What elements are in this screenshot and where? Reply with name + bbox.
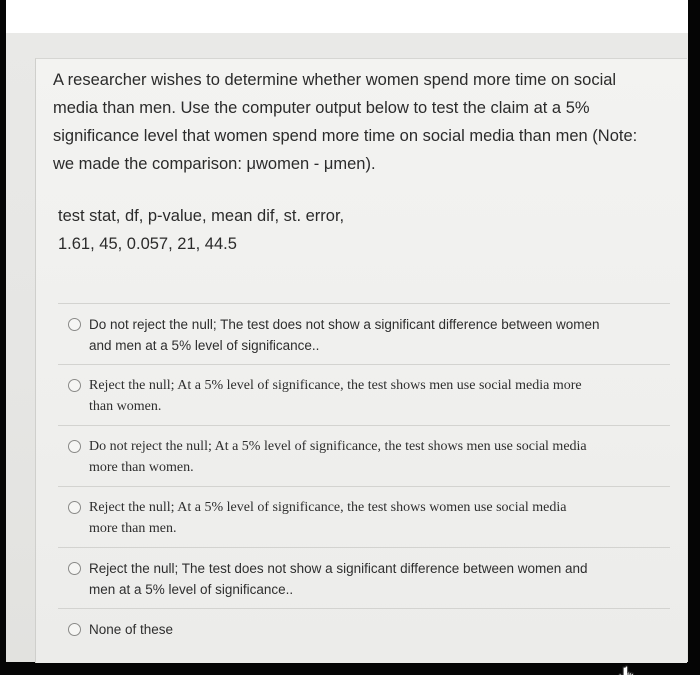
radio-button-icon[interactable] — [68, 440, 81, 453]
answer-option-line: Reject the null; At a 5% level of significance, the test shows women use social media — [89, 500, 567, 515]
answer-options — [58, 303, 670, 648]
answer-option-5[interactable] — [58, 547, 670, 608]
answer-option-text — [89, 558, 669, 600]
answer-option-line: None of these — [89, 622, 174, 637]
answer-option-line: than women. — [89, 399, 162, 414]
answer-option-text — [89, 436, 669, 478]
radio-button-icon[interactable] — [68, 318, 81, 331]
photo-border-right — [688, 0, 700, 675]
answer-option-line: Do not reject the null; At a 5% level of significance, the test shows men use social media — [89, 439, 587, 454]
answer-option-text — [89, 619, 669, 640]
radio-button-icon[interactable] — [68, 379, 81, 392]
hand-pointer-icon — [615, 664, 637, 675]
photo-border-bottom — [0, 662, 700, 675]
question-text — [53, 66, 673, 178]
question-line: we made the comparison: μwomen - μmen). — [53, 155, 376, 173]
radio-button-icon[interactable] — [68, 623, 81, 636]
answer-option-line: more than men. — [89, 521, 177, 536]
answer-option-text — [89, 497, 669, 539]
quiz-page — [6, 33, 688, 662]
answer-option-6[interactable] — [58, 608, 670, 648]
answer-option-text — [89, 314, 669, 356]
radio-button-icon[interactable] — [68, 501, 81, 514]
answer-option-line: men at a 5% level of significance.. — [89, 582, 294, 597]
question-line: media than men. Use the computer output below to test the claim at a 5% — [53, 99, 590, 117]
output-values: 1.61, 45, 0.057, 21, 44.5 — [58, 235, 237, 253]
answer-option-line: Reject the null; At a 5% level of significance, the test shows men use social media more — [89, 378, 582, 393]
computer-output — [58, 202, 344, 258]
answer-option-line: more than women. — [89, 460, 194, 475]
answer-option-line: and men at a 5% level of significance.. — [89, 338, 320, 353]
answer-option-4[interactable] — [58, 486, 670, 547]
answer-option-3[interactable] — [58, 425, 670, 486]
answer-option-line: Do not reject the null; The test does not show a significant difference between women — [89, 317, 600, 332]
radio-button-icon[interactable] — [68, 562, 81, 575]
output-header: test stat, df, p-value, mean dif, st. error, — [58, 207, 345, 225]
answer-option-line: Reject the null; The test does not show a significant difference between women and — [89, 561, 588, 576]
answer-option-2[interactable] — [58, 364, 670, 425]
question-line: A researcher wishes to determine whether women spend more time on social — [53, 71, 617, 89]
question-line: significance level that women spend more time on social media than men (Note: — [53, 127, 638, 145]
question-card — [35, 58, 687, 663]
answer-option-text — [89, 375, 669, 417]
answer-option-1[interactable] — [58, 303, 670, 364]
